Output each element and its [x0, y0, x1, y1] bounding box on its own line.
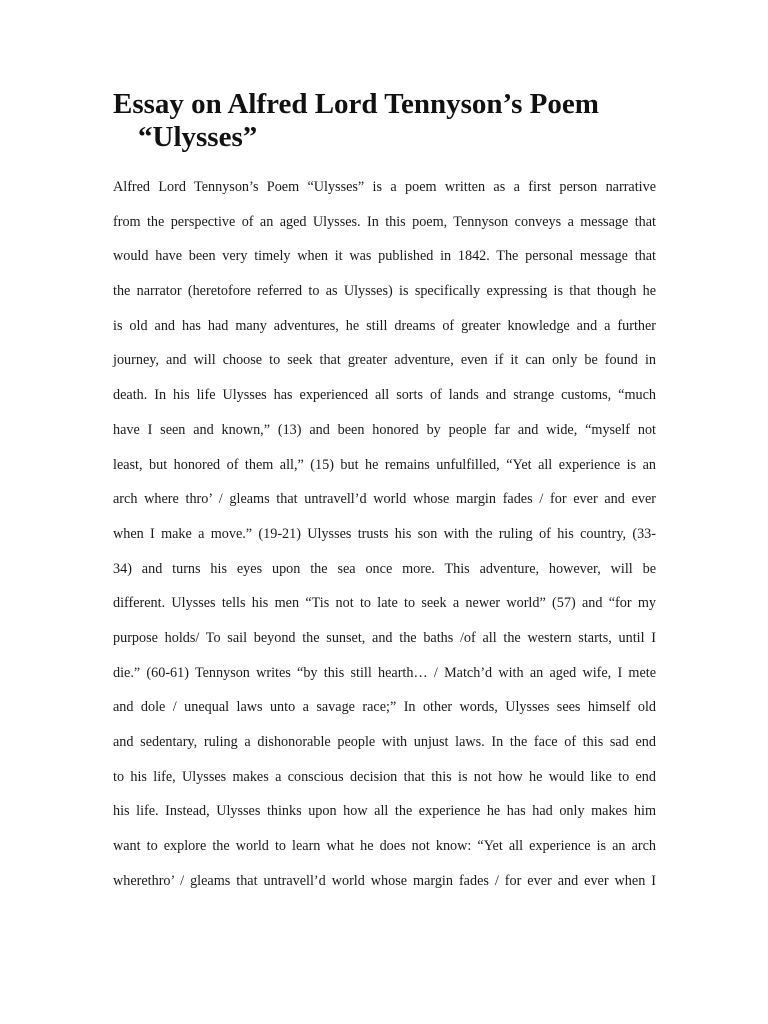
body-text-line: least, but honored of them all,” (15) but he remains unfulfilled, “Yet all experience is an: [113, 456, 656, 473]
body-text-line: death. In his life Ulysses has experienced all sorts of lands and strange customs, “much: [113, 387, 656, 404]
body-text-line: is old and has had many adventures, he still dreams of greater knowledge and a further: [113, 317, 656, 334]
body-text-line: would have been very timely when it was published in 1842. The personal message that: [113, 248, 656, 265]
body-text-line: have I seen and known,” (13) and been honored by people far and wide, “myself not: [113, 421, 656, 438]
body-text-line: different. Ulysses tells his men “Tis not to late to seek a newer world” (57) and “for my: [113, 595, 656, 612]
essay-body: [113, 170, 656, 898]
body-text-line: his life. Instead, Ulysses thinks upon how all the experience he has had only makes him: [113, 803, 656, 820]
body-text-line: want to explore the world to learn what he does not know: “Yet all experience is an arch: [113, 838, 656, 855]
body-text-line: journey, and will choose to seek that greater adventure, even if it can only be found in: [113, 352, 656, 369]
body-text-line: from the perspective of an aged Ulysses. In this poem, Tennyson conveys a message that: [113, 213, 656, 230]
body-text-line: the narrator (heretofore referred to as Ulysses) is specifically expressing is that though he: [113, 283, 656, 300]
essay-title: [113, 88, 673, 154]
body-text-line: and dole / unequal laws unto a savage race;” In other words, Ulysses sees himself old: [113, 699, 656, 716]
body-text-line: to his life, Ulysses makes a conscious decision that this is not how he would like to end: [113, 768, 656, 785]
essay-title-line: Essay on Alfred Lord Tennyson’s Poem: [113, 88, 599, 120]
body-text-line: 34) and turns his eyes upon the sea once more. This adventure, however, will be: [113, 560, 656, 577]
body-text-line: and sedentary, ruling a dishonorable people with unjust laws. In the face of this sad end: [113, 734, 656, 750]
essay-title-line: “Ulysses”: [138, 121, 258, 153]
body-text-line: die.” (60-61) Tennyson writes “by this still hearth… / Match’d with an aged wife, I mete: [113, 664, 656, 681]
body-text-line: purpose holds/ To sail beyond the sunset, and the baths /of all the western starts, until I: [113, 629, 656, 646]
body-text-line: arch where thro’ / gleams that untravell’d world whose margin fades / for ever and ever: [113, 491, 656, 508]
body-text-line: wherethro’ / gleams that untravell’d world whose margin fades / for ever and ever when I: [113, 872, 656, 889]
body-text-line: when I make a move.” (19-21) Ulysses trusts his son with the ruling of his country, (33-: [113, 525, 656, 542]
body-text-line: Alfred Lord Tennyson’s Poem “Ulysses” is a poem written as a first person narrative: [113, 179, 656, 195]
